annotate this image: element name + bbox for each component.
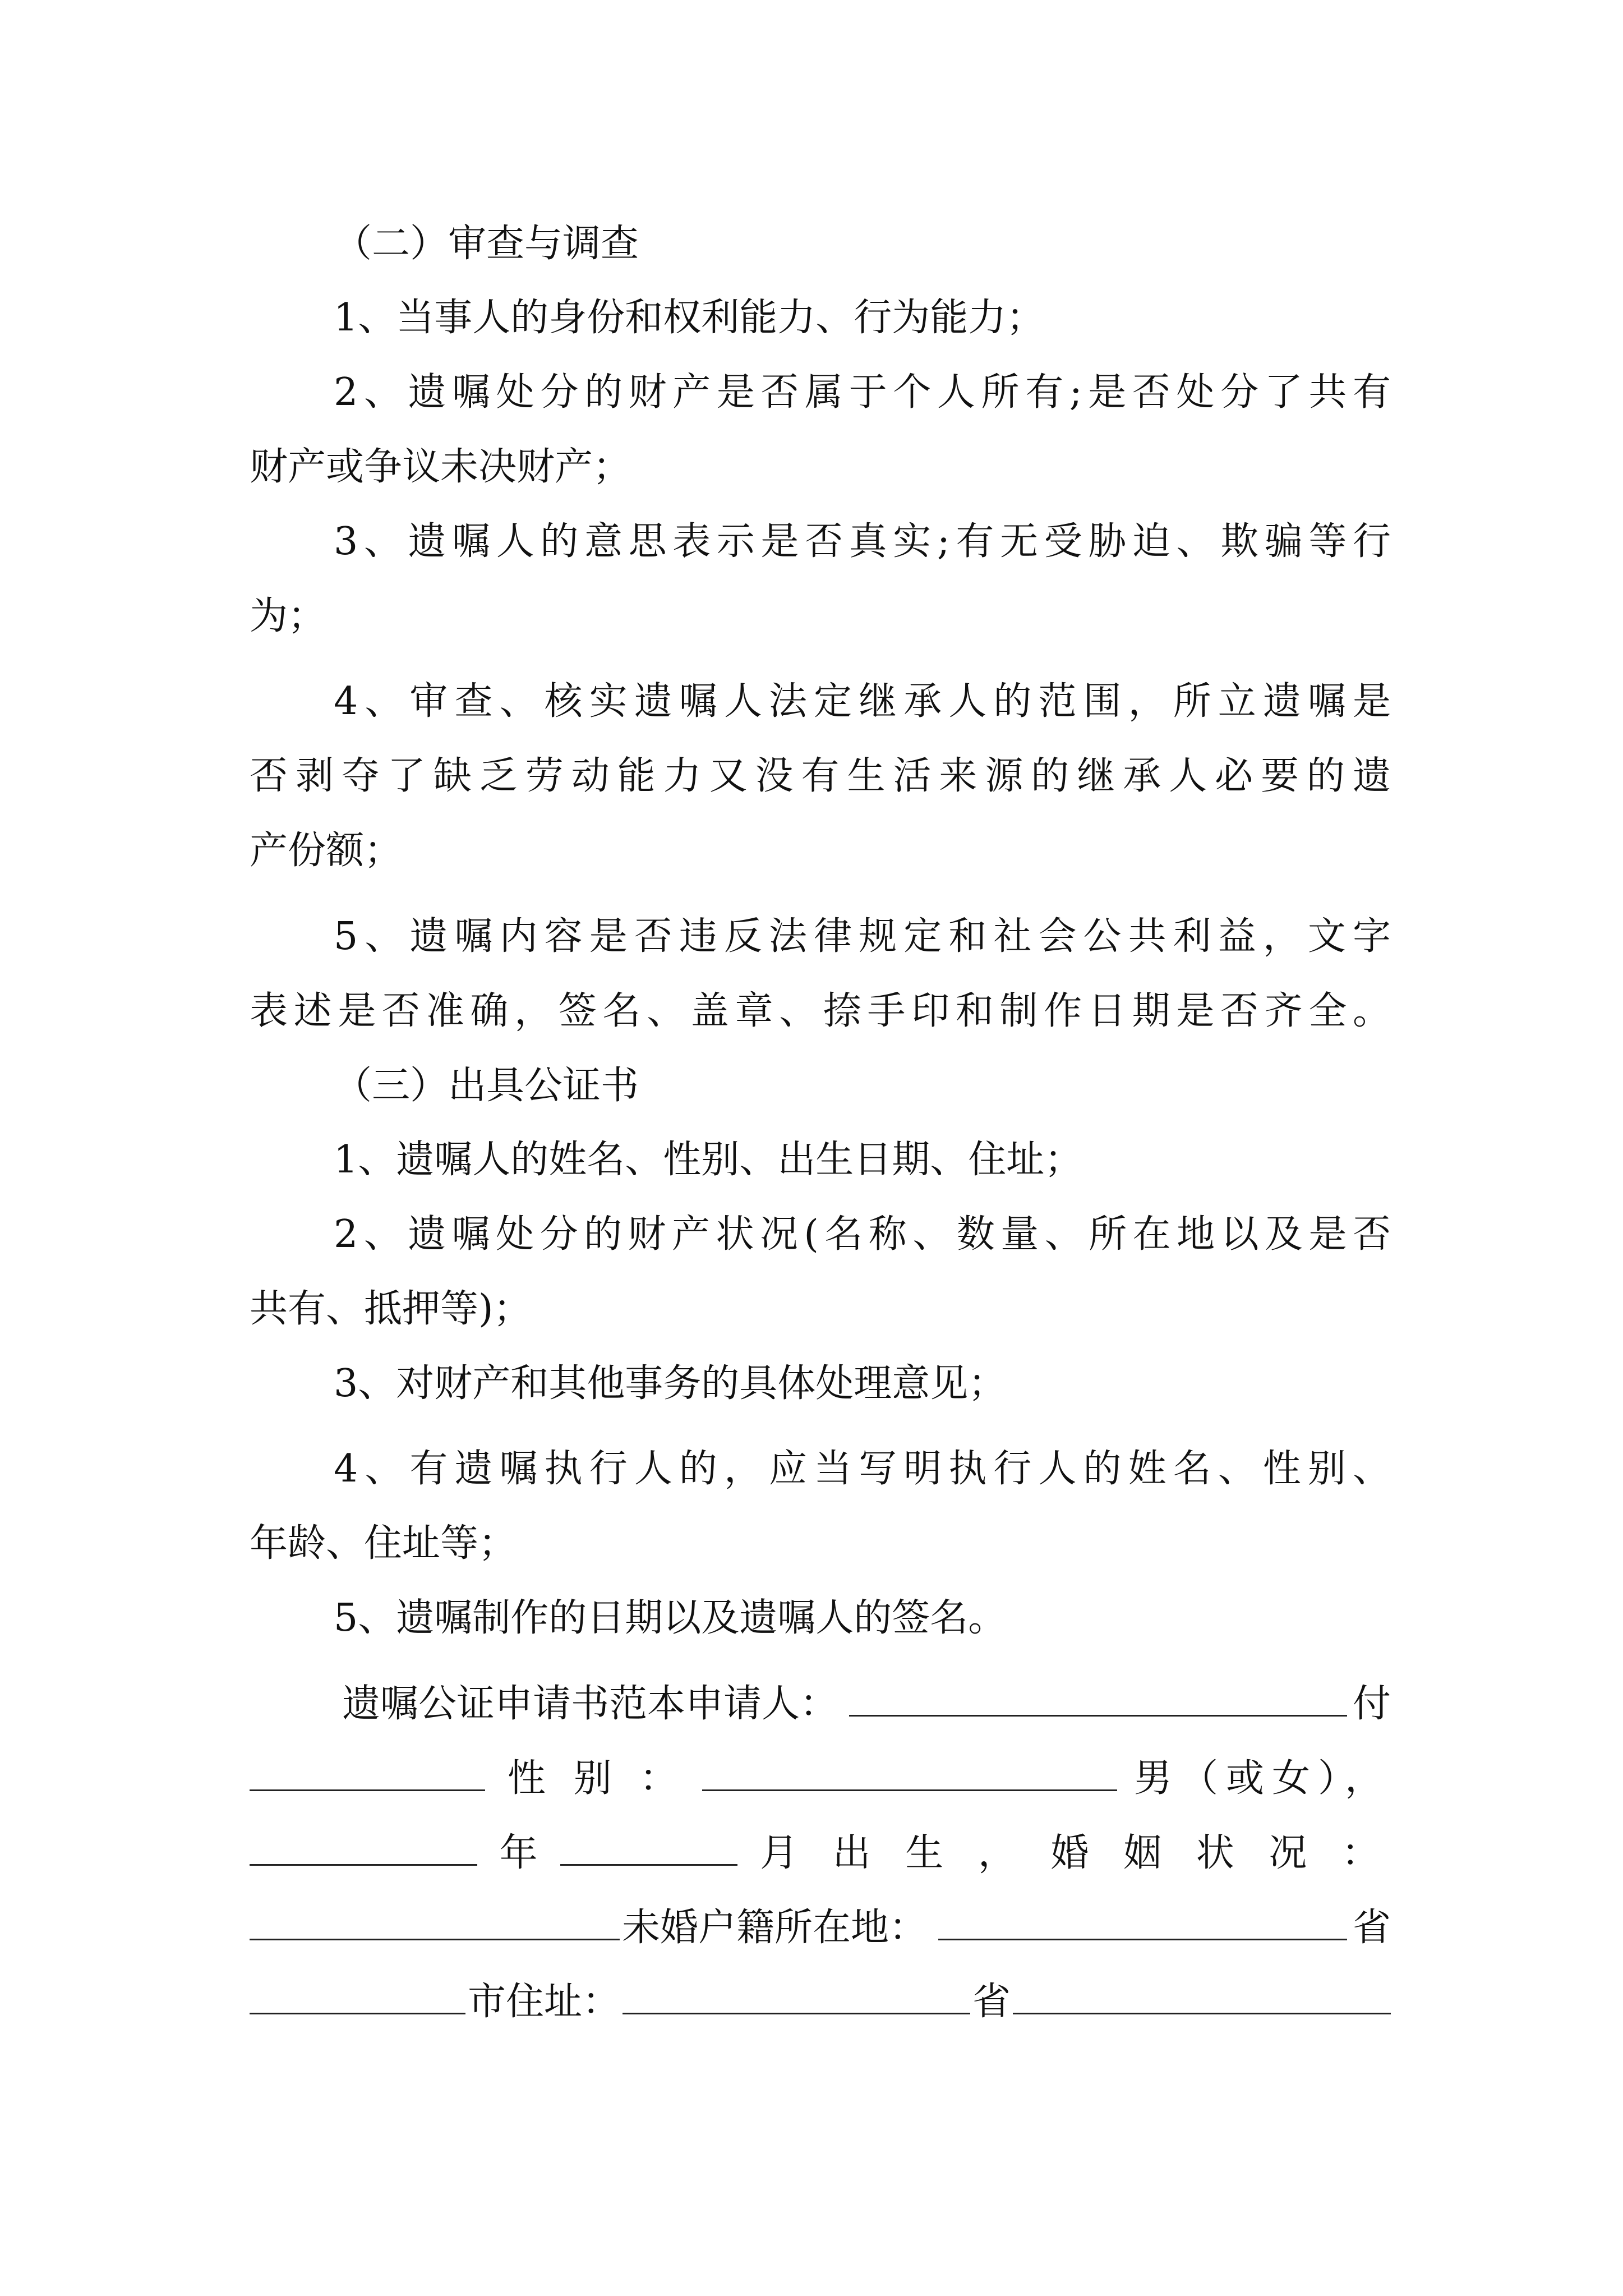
paragraph-line: 为； — [250, 594, 326, 638]
blank-field — [1013, 1978, 1391, 2014]
form-line-address — [250, 1974, 1391, 2030]
blank-field — [250, 1904, 620, 1940]
paragraph-line: 1、当事人的身份和权利能力、行为能力； — [334, 296, 1045, 340]
section-heading-review: （二）审查与调查 — [334, 222, 639, 266]
paragraph-line: 4、有遗嘱执行人的，应当写明执行人的姓名、性别、 — [334, 1447, 1391, 1491]
form-line-household — [250, 1900, 1391, 1956]
form-label: 年 — [499, 1831, 538, 1875]
blank-field — [250, 1755, 485, 1791]
paragraph-line: 年龄、住址等； — [250, 1521, 517, 1566]
paragraph-line: 2、遗嘱处分的财产状况(名称、数量、所在地以及是否 — [334, 1212, 1391, 1257]
form-label: 市住址： — [468, 1980, 621, 2024]
blank-field — [250, 1829, 477, 1866]
blank-field — [702, 1755, 1117, 1791]
paragraph-line: 否剥夺了缺乏劳动能力又没有生活来源的继承人必要的遗 — [250, 754, 1391, 798]
form-label: 月 出 生 ， 婚 姻 状 况 ： — [760, 1831, 1391, 1875]
paragraph-line: 共有、抵押等)； — [250, 1287, 532, 1331]
blank-field — [560, 1829, 737, 1866]
form-label: 性 别 ： — [508, 1756, 686, 1801]
blank-field — [250, 1978, 465, 2014]
paragraph-line: 5、遗嘱内容是否违反法律规定和社会公共利益，文字 — [334, 914, 1391, 959]
form-line-applicant — [250, 1676, 1391, 1732]
paragraph-line: 1、遗嘱人的姓名、性别、出生日期、住址； — [334, 1138, 1083, 1182]
paragraph-line: 5、遗嘱制作的日期以及遗嘱人的签名。 — [334, 1596, 1007, 1640]
form-label: 男（或女）， — [1133, 1756, 1391, 1801]
blank-field — [938, 1904, 1347, 1940]
paragraph-line: 表述是否准确，签名、盖章、捺手印和制作日期是否齐全。 — [250, 989, 1391, 1033]
paragraph-line: 财产或争议未决财产； — [250, 445, 631, 489]
form-line-gender — [250, 1751, 1391, 1807]
paragraph-line: 产份额； — [250, 829, 403, 873]
form-label: 付 — [1352, 1682, 1391, 1726]
form-label: 省 — [972, 1980, 1011, 2024]
form-label: 省 — [1352, 1906, 1391, 1950]
blank-field — [849, 1680, 1347, 1717]
paragraph-line: 3、对财产和其他事务的具体处理意见； — [334, 1361, 1007, 1406]
form-label: 未婚户籍所在地： — [622, 1906, 928, 1950]
blank-field — [623, 1978, 970, 2014]
paragraph-line: 2、遗嘱处分的财产是否属于个人所有;是否处分了共有 — [334, 370, 1391, 415]
paragraph-line: 3、遗嘱人的意思表示是否真实;有无受胁迫、欺骗等行 — [334, 519, 1391, 564]
form-label: 遗嘱公证申请书范本申请人： — [342, 1682, 838, 1726]
paragraph-line: 4、审查、核实遗嘱人法定继承人的范围，所立遗嘱是 — [334, 679, 1391, 724]
section-heading-certificate: （三）出具公证书 — [334, 1064, 639, 1108]
form-line-birth — [250, 1825, 1391, 1881]
